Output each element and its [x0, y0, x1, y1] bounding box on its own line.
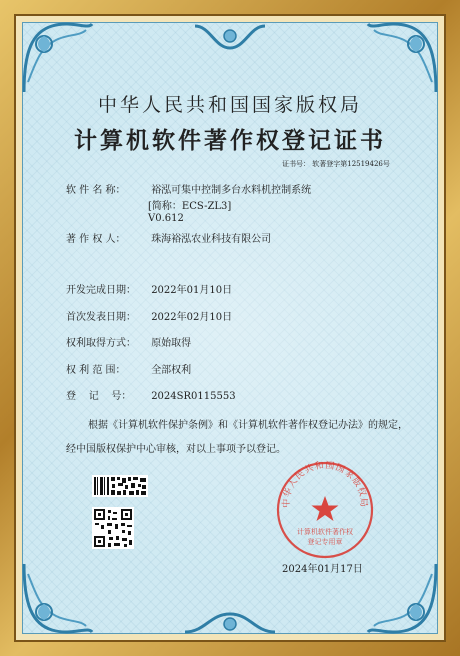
pub-date-row	[66, 308, 232, 323]
reg-no-label: 登 记 号：	[66, 391, 132, 402]
issuer-title: 中华人民共和国国家版权局	[97, 94, 362, 116]
corner-ornament-top-right	[366, 22, 438, 94]
certificate-number	[282, 159, 390, 169]
owner-value: 珠海裕泓农业科技有限公司	[151, 234, 272, 245]
dev-date-row	[66, 281, 232, 296]
certificate-number-value: 软著登字第12519426号	[312, 160, 390, 168]
owner-label: 著 作 权 人：	[66, 234, 126, 245]
seal-ring-text: 中华人民共和国国家版权局	[281, 460, 369, 509]
certificate-number-label: 证书号：	[282, 160, 310, 168]
dev-date-label: 开发完成日期：	[66, 285, 136, 296]
software-name-label: 软 件 名 称：	[66, 185, 126, 196]
short-name: [简称：ECS-ZL3]	[148, 201, 232, 212]
official-seal	[275, 460, 375, 560]
seal-star-icon	[312, 496, 339, 521]
acquire-value: 原始取得	[151, 338, 192, 349]
acquire-row	[66, 334, 191, 349]
scope-value: 全部权利	[151, 365, 192, 376]
corner-ornament-bottom-right	[366, 562, 438, 634]
pub-date-value: 2022年02月10日	[151, 312, 233, 323]
issue-date: 2024年01月17日	[282, 564, 363, 575]
bottom-ornament-icon	[185, 610, 275, 636]
registration-statement: 根据《计算机软件保护条例》和《计算机软件著作权登记办法》的规定，经中国版权保护中心审核，对以上事项予以登记。	[66, 420, 408, 455]
reg-no-row	[66, 387, 236, 402]
owner-row	[66, 230, 271, 245]
scope-row	[66, 361, 191, 376]
software-name-row	[66, 181, 311, 196]
software-name-value: 裕泓可集中控制多台水料机控制系统	[151, 185, 312, 196]
corner-ornament-top-left	[22, 22, 94, 94]
barcode	[92, 475, 148, 497]
qr-code	[92, 507, 134, 549]
corner-ornament-bottom-left	[22, 562, 94, 634]
reg-no-value: 2024SR0115553	[151, 391, 236, 402]
seal-inner-line2: 登记专用章	[307, 538, 343, 546]
acquire-label: 权利取得方式：	[66, 338, 136, 349]
pub-date-label: 首次发表日期：	[66, 312, 136, 323]
version: V0.612	[148, 213, 184, 224]
scope-label: 权 利 范 围：	[66, 365, 126, 376]
seal-inner-line1: 计算机软件著作权	[297, 528, 353, 536]
top-ornament-icon	[195, 22, 265, 52]
certificate-title: 计算机软件著作权登记证书	[74, 127, 386, 154]
dev-date-value: 2022年01月10日	[151, 285, 233, 296]
